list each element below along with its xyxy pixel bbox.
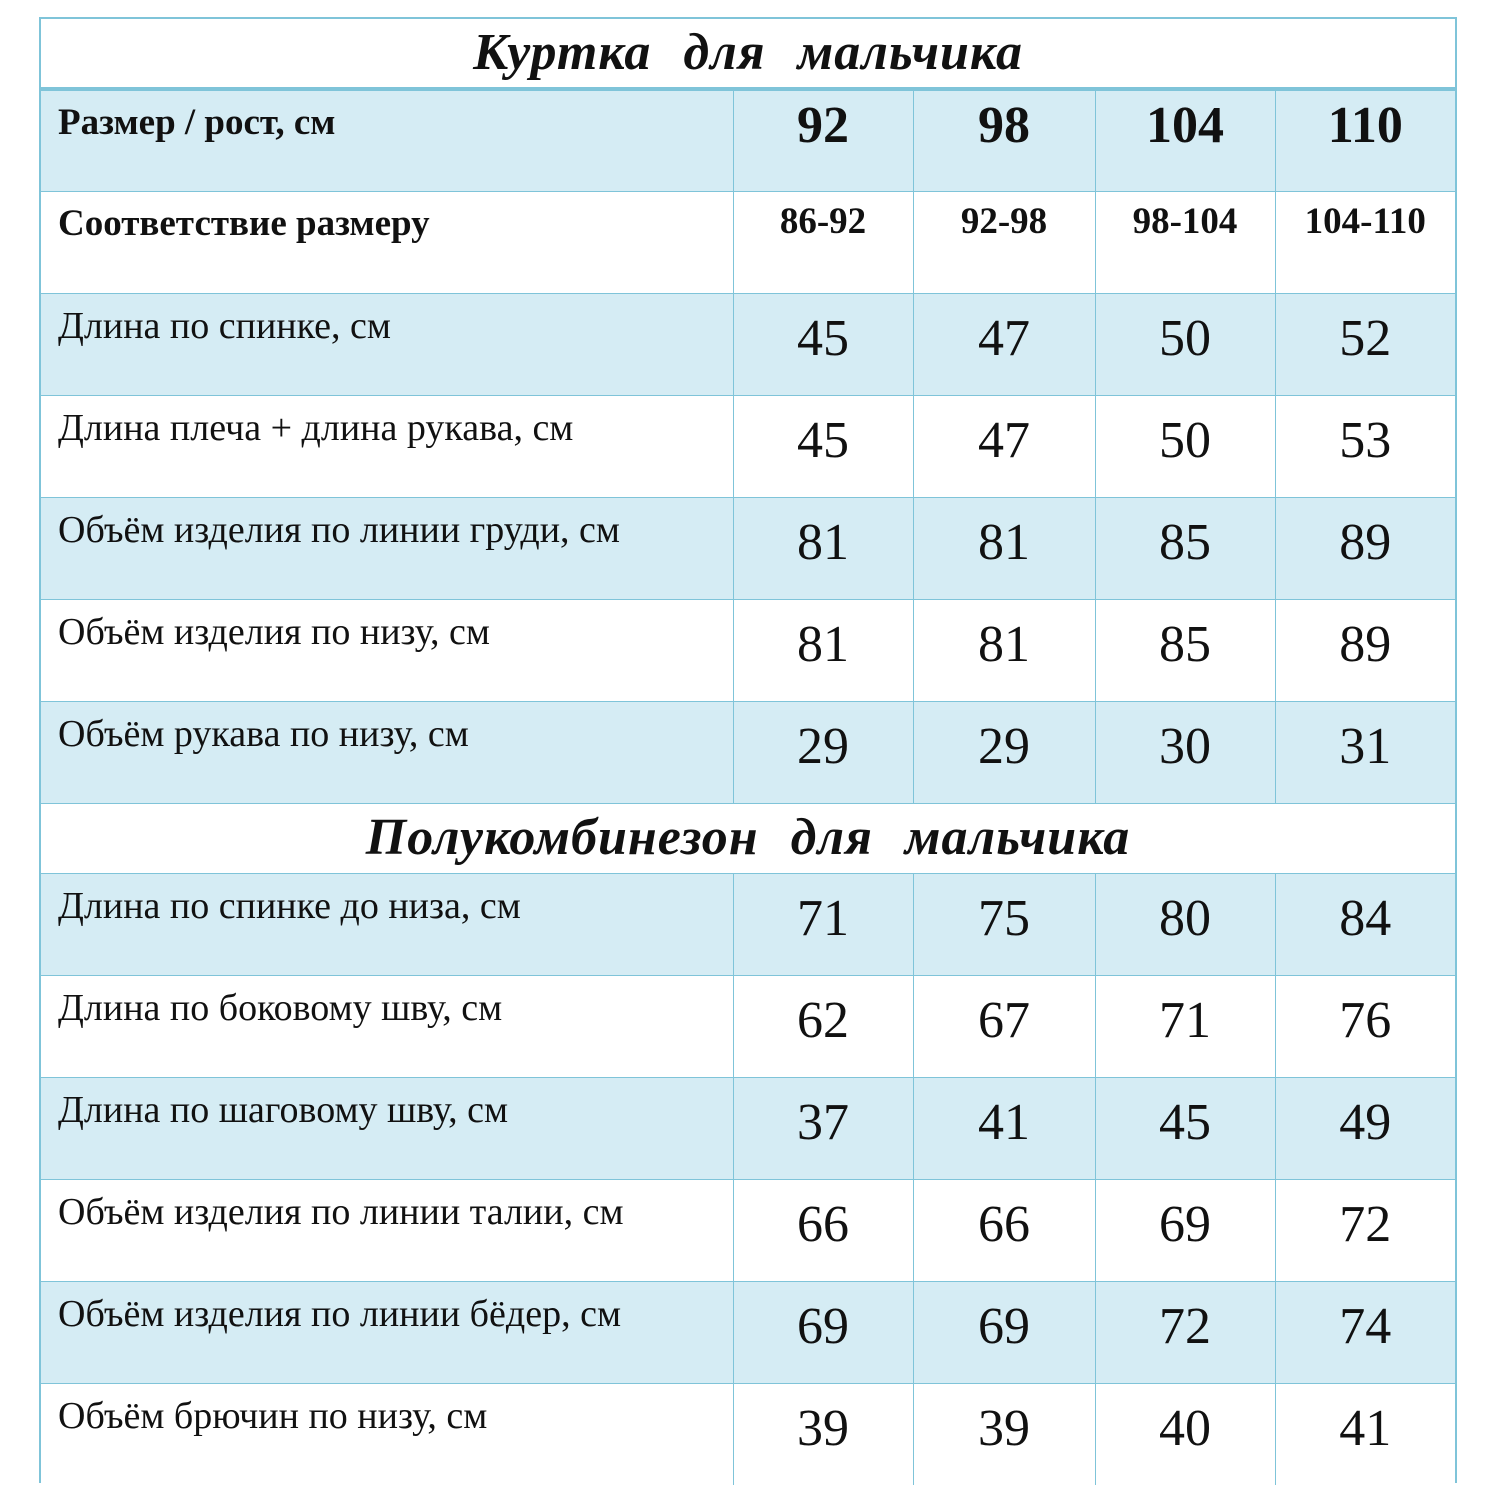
jacket-header-row bbox=[41, 89, 1455, 191]
size-98-header: 98 bbox=[913, 89, 1095, 191]
table-cell: 29 bbox=[913, 701, 1095, 803]
table-cell: 75 bbox=[913, 873, 1095, 975]
size-92-header: 92 bbox=[733, 89, 913, 191]
table-cell: 104-110 bbox=[1275, 191, 1455, 293]
row-label: Объём изделия по линии груди, см bbox=[41, 497, 733, 599]
table-cell: 69 bbox=[1095, 1179, 1275, 1281]
size-match-row bbox=[41, 191, 1455, 293]
table-cell: 45 bbox=[733, 395, 913, 497]
row-label: Длина плеча + длина рукава, см bbox=[41, 395, 733, 497]
table-cell: 89 bbox=[1275, 497, 1455, 599]
size-chart-sheet bbox=[39, 17, 1457, 1483]
table-row bbox=[41, 599, 1455, 701]
table-cell: 81 bbox=[913, 599, 1095, 701]
row-label: Объём брючин по низу, см bbox=[41, 1383, 733, 1485]
table-cell: 71 bbox=[1095, 975, 1275, 1077]
table-cell: 39 bbox=[913, 1383, 1095, 1485]
table-cell: 53 bbox=[1275, 395, 1455, 497]
table-cell: 50 bbox=[1095, 293, 1275, 395]
table-cell: 41 bbox=[913, 1077, 1095, 1179]
table-cell: 45 bbox=[733, 293, 913, 395]
table-cell: 81 bbox=[733, 497, 913, 599]
size-match-label: Соответствие размеру bbox=[41, 191, 733, 293]
table-cell: 49 bbox=[1275, 1077, 1455, 1179]
table-cell: 89 bbox=[1275, 599, 1455, 701]
table-cell: 72 bbox=[1095, 1281, 1275, 1383]
row-label: Объём рукава по низу, см bbox=[41, 701, 733, 803]
table-cell: 84 bbox=[1275, 873, 1455, 975]
size-height-label: Размер / рост, см bbox=[41, 89, 733, 191]
row-label: Длина по шаговому шву, см bbox=[41, 1077, 733, 1179]
table-row bbox=[41, 1077, 1455, 1179]
table-cell: 47 bbox=[913, 395, 1095, 497]
table-cell: 74 bbox=[1275, 1281, 1455, 1383]
table-row bbox=[41, 1383, 1455, 1485]
table-cell: 62 bbox=[733, 975, 913, 1077]
table-row bbox=[41, 293, 1455, 395]
table-cell: 80 bbox=[1095, 873, 1275, 975]
table-row bbox=[41, 395, 1455, 497]
size-104-header: 104 bbox=[1095, 89, 1275, 191]
table-cell: 86-92 bbox=[733, 191, 913, 293]
table-cell: 31 bbox=[1275, 701, 1455, 803]
table-cell: 39 bbox=[733, 1383, 913, 1485]
table-row bbox=[41, 701, 1455, 803]
row-label: Объём изделия по линии талии, см bbox=[41, 1179, 733, 1281]
table-cell: 45 bbox=[1095, 1077, 1275, 1179]
row-label: Объём изделия по линии бёдер, см bbox=[41, 1281, 733, 1383]
table-cell: 52 bbox=[1275, 293, 1455, 395]
table-cell: 81 bbox=[913, 497, 1095, 599]
table-cell: 81 bbox=[733, 599, 913, 701]
table-row bbox=[41, 1179, 1455, 1281]
table-cell: 41 bbox=[1275, 1383, 1455, 1485]
table-cell: 66 bbox=[733, 1179, 913, 1281]
overalls-title: Полукомбинезон для мальчика bbox=[41, 803, 1455, 873]
row-label: Объём изделия по низу, см bbox=[41, 599, 733, 701]
table-cell: 76 bbox=[1275, 975, 1455, 1077]
table-row bbox=[41, 873, 1455, 975]
table-cell: 50 bbox=[1095, 395, 1275, 497]
table-cell: 69 bbox=[733, 1281, 913, 1383]
table-cell: 72 bbox=[1275, 1179, 1455, 1281]
table-row bbox=[41, 975, 1455, 1077]
table-row bbox=[41, 497, 1455, 599]
table-cell: 37 bbox=[733, 1077, 913, 1179]
table-cell: 66 bbox=[913, 1179, 1095, 1281]
size-chart-table bbox=[41, 19, 1455, 1485]
jacket-title-row bbox=[41, 19, 1455, 89]
table-cell: 67 bbox=[913, 975, 1095, 1077]
table-cell: 85 bbox=[1095, 599, 1275, 701]
row-label: Длина по спинке, см bbox=[41, 293, 733, 395]
table-cell: 92-98 bbox=[913, 191, 1095, 293]
table-cell: 85 bbox=[1095, 497, 1275, 599]
row-label: Длина по спинке до низа, см bbox=[41, 873, 733, 975]
table-cell: 30 bbox=[1095, 701, 1275, 803]
table-row bbox=[41, 1281, 1455, 1383]
table-cell: 98-104 bbox=[1095, 191, 1275, 293]
table-cell: 29 bbox=[733, 701, 913, 803]
table-cell: 71 bbox=[733, 873, 913, 975]
row-label: Длина по боковому шву, см bbox=[41, 975, 733, 1077]
table-cell: 69 bbox=[913, 1281, 1095, 1383]
overalls-title-row bbox=[41, 803, 1455, 873]
table-cell: 40 bbox=[1095, 1383, 1275, 1485]
size-110-header: 110 bbox=[1275, 89, 1455, 191]
jacket-title: Куртка для мальчика bbox=[41, 19, 1455, 89]
table-cell: 47 bbox=[913, 293, 1095, 395]
